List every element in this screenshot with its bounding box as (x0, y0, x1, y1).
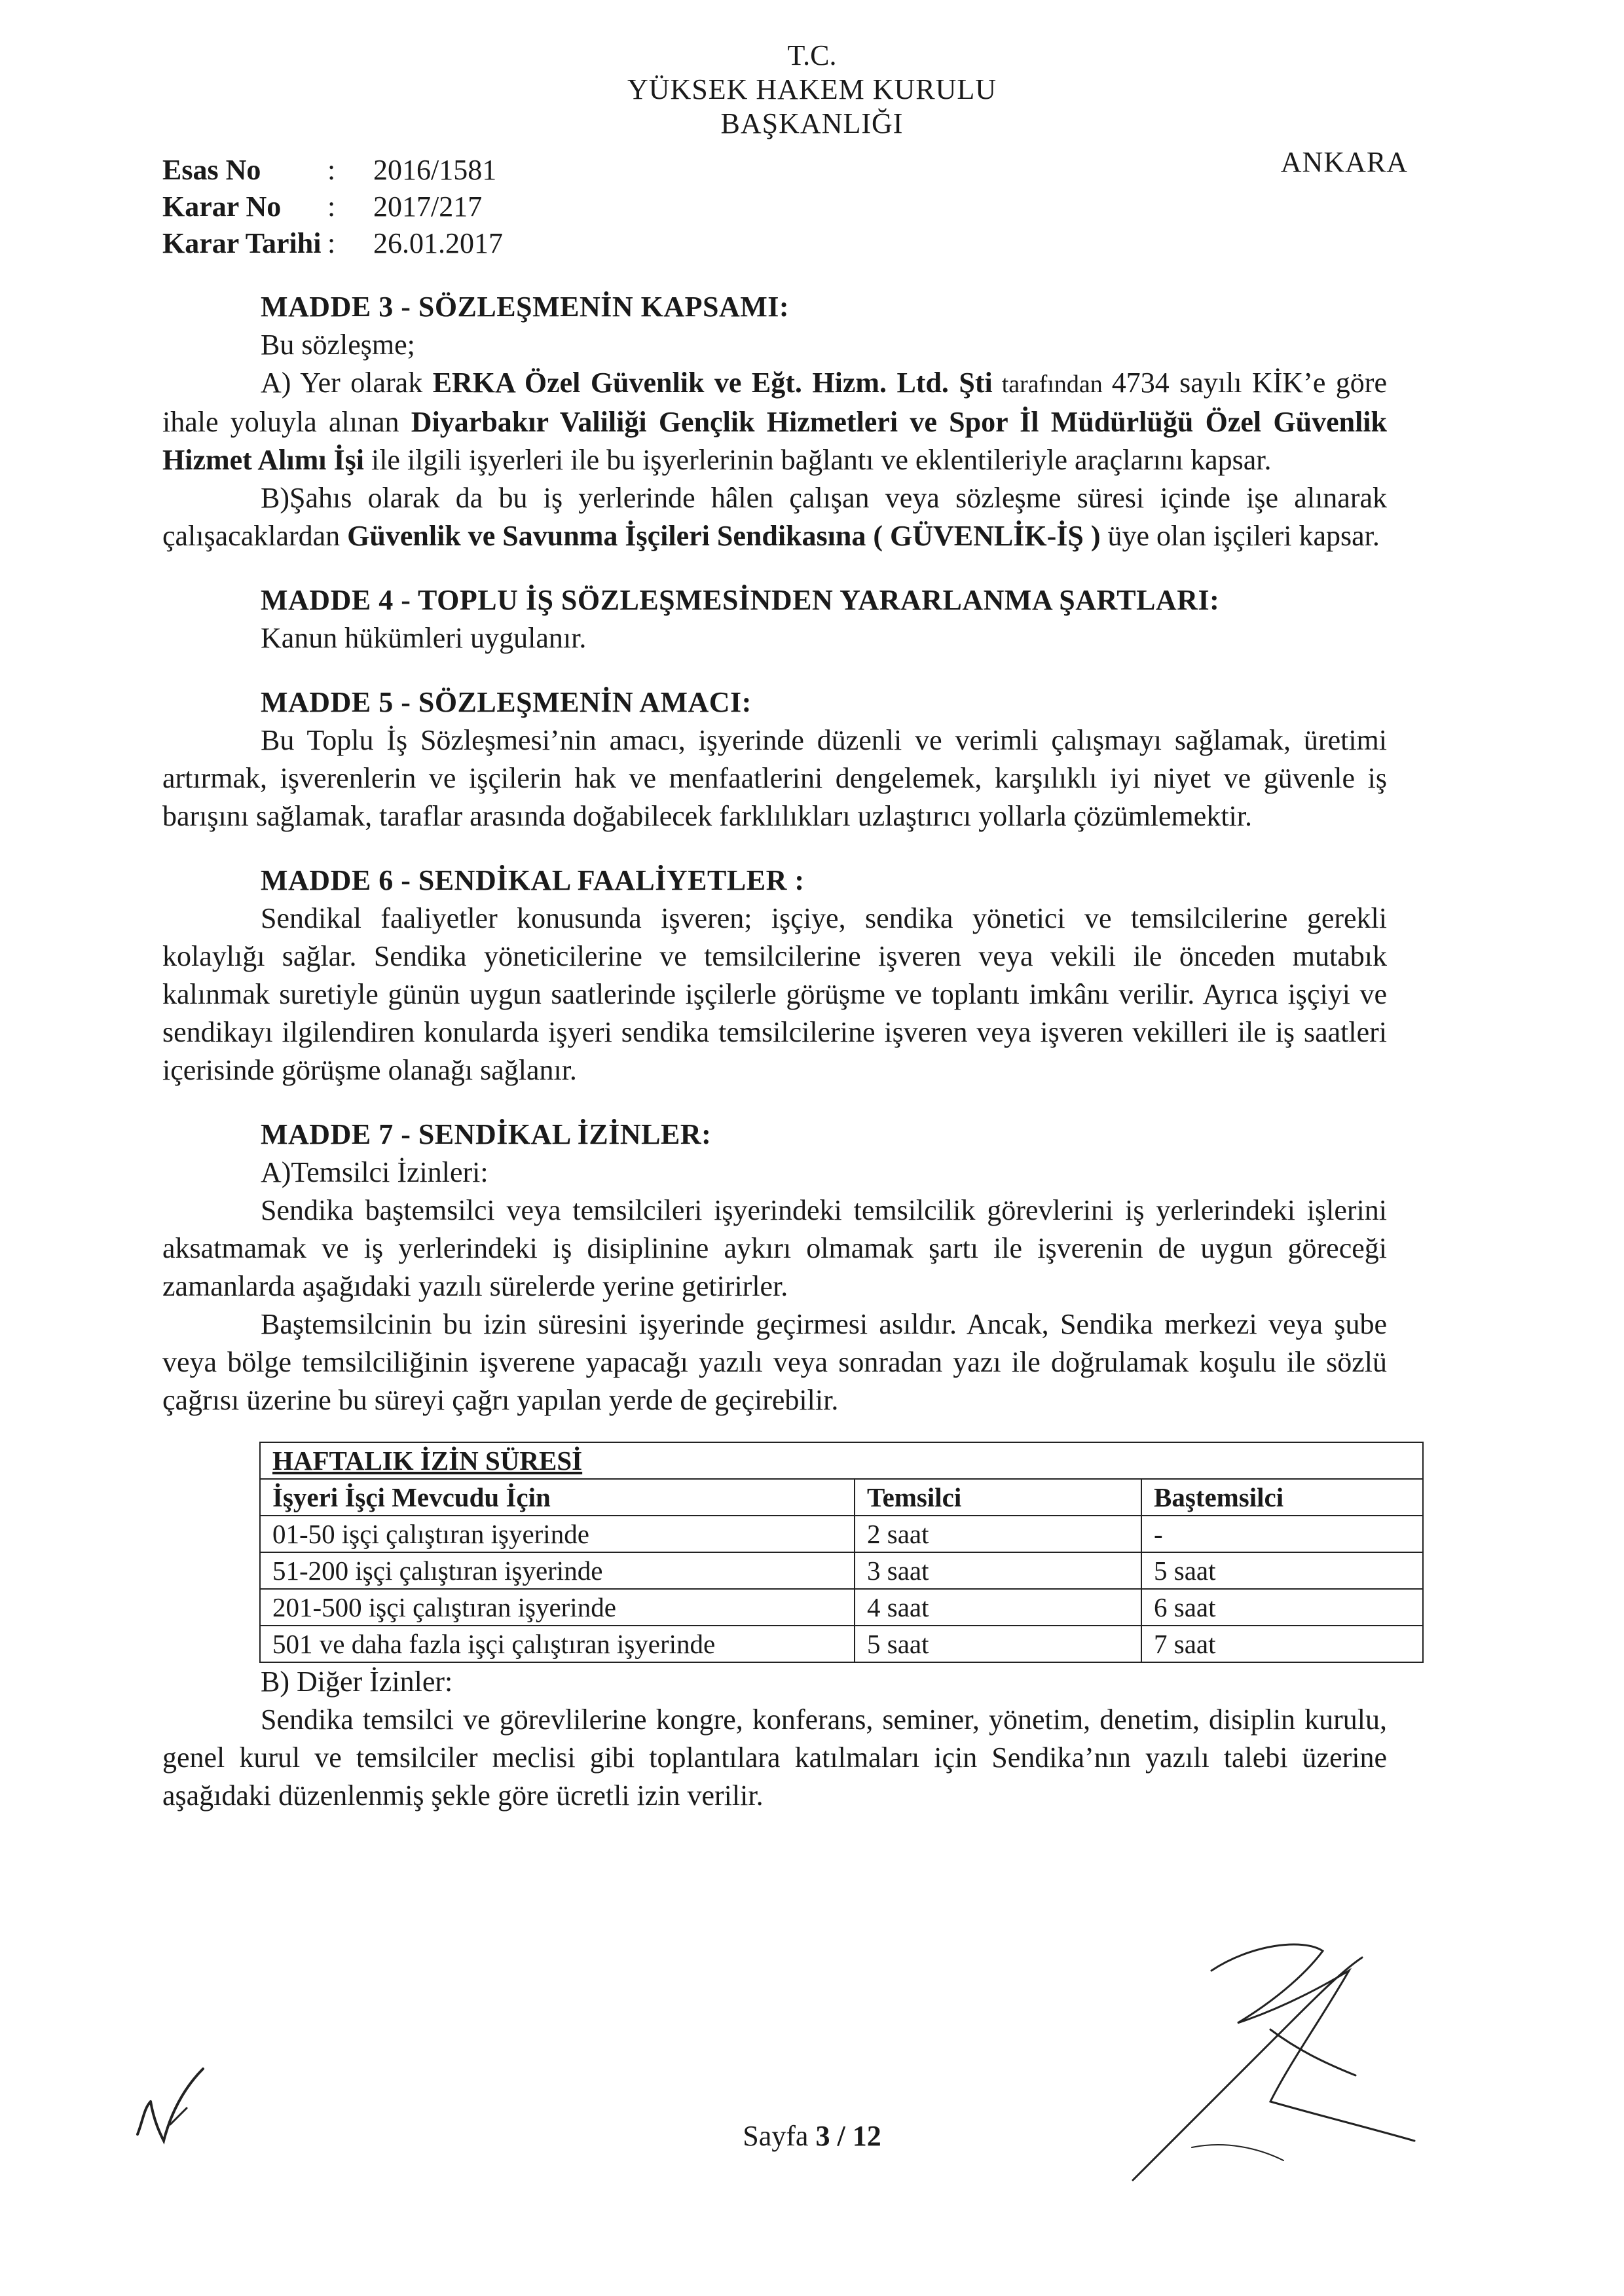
official-signature-drawing (1107, 1931, 1473, 2206)
table-cell: 501 ve daha fazla işçi çalıştıran işyerinde (260, 1626, 855, 1662)
madde3-intro: Bu sözleşme; (261, 329, 415, 361)
table-title-row (260, 1442, 1423, 1479)
madde3-a-text4: ile ilgili işyerleri ile bu işyerlerinin bağlantı ve eklentileriyle araçlarını kapsar. (363, 444, 1272, 476)
table-cell: 7 saat (1141, 1626, 1423, 1662)
table-row (260, 1626, 1423, 1662)
table-cell: 3 saat (855, 1552, 1141, 1589)
meta-row-tarih (162, 225, 503, 262)
madde7-heading: MADDE 7 - SENDİKAL İZİNLER: (261, 1118, 712, 1150)
madde7-b-title: B) Diğer İzinler: (261, 1666, 453, 1698)
madde4-text: Kanun hükümleri uygulanır. (261, 622, 587, 654)
madde3-a-text1: A) Yer olarak (261, 367, 433, 399)
table-cell: 51-200 işçi çalıştıran işyerinde (260, 1552, 855, 1589)
madde5-text: Bu Toplu İş Sözleşmesi’nin amacı, işyerinde düzenli ve verimli çalışmayı sağlamak, üretimi artırmak, işverenlerin ve işçilerin hak ve menfaatlerini dengelemek, karşılıklı iyi niyet ve güvenle iş barışını sağlamak, taraflar arasında doğabilecek farklılıkları uzlaştırıcı yollarla çözümlemektir. (162, 724, 1387, 832)
table-cell: 01-50 işçi çalıştıran işyerinde (260, 1516, 855, 1552)
meta-key: Karar No (162, 191, 282, 223)
page-number: 3 / 12 (815, 2120, 881, 2152)
table-cell: 201-500 işçi çalıştıran işyerinde (260, 1589, 855, 1626)
madde3-heading: MADDE 3 - SÖZLEŞMENİN KAPSAMI: (261, 291, 790, 323)
table-cell: 4 saat (855, 1589, 1141, 1626)
madde6-heading: MADDE 6 - SENDİKAL FAALİYETLER : (261, 864, 805, 896)
meta-key: Karar Tarihi (162, 227, 322, 259)
table-cell: 2 saat (855, 1516, 1141, 1552)
table-row (260, 1516, 1423, 1552)
table-cell: 5 saat (855, 1626, 1141, 1662)
madde3-a-text2: tarafından (992, 371, 1112, 398)
madde3-a-text3: 4734 sayılı KİK’e göre ihale yoluyla alınan (162, 367, 1387, 438)
header-tc: T.C. (787, 39, 837, 71)
header-institution: YÜKSEK HAKEM KURULU (627, 73, 997, 105)
madde3-paragraph-b (162, 479, 1387, 555)
header-city: ANKARA (1280, 146, 1408, 178)
madde3-paragraph-a (162, 364, 1387, 479)
madde3-b-text2: üye olan işçileri kapsar. (1100, 520, 1380, 552)
meta-value: 2016/1581 (373, 154, 497, 186)
table-header-cell: Baştemsilci (1141, 1479, 1423, 1516)
madde3-b-text1: B)Şahıs olarak da bu iş yerlerinde hâlen çalışan veya sözleşme süresi içinde işe alınarak çalışacaklardan (162, 482, 1387, 552)
table-title: HAFTALIK İZİN SÜRESİ (260, 1442, 1423, 1479)
page-footer-prefix: Sayfa (743, 2120, 816, 2152)
weekly-leave-table (259, 1442, 1424, 1663)
madde4-heading: MADDE 4 - TOPLU İŞ SÖZLEŞMESİNDEN YARARLANMA ŞARTLARI: (261, 584, 1220, 616)
meta-row-karar (162, 189, 503, 225)
header-presidency: BAŞKANLIĞI (720, 107, 904, 139)
madde3-agency: Diyarbakır Valiliği Gençlik Hizmetleri ve Spor İl Müdürlüğü Özel Güvenlik Hizmet Alımı İşi (162, 406, 1387, 476)
official-signature (1107, 1931, 1473, 2206)
table-header-cell: Temsilci (855, 1479, 1141, 1516)
madde5-heading: MADDE 5 - SÖZLEŞMENİN AMACI: (261, 686, 752, 718)
table-row (260, 1589, 1423, 1626)
meta-key: Esas No (162, 154, 261, 186)
table-cell: 5 saat (1141, 1552, 1423, 1589)
meta-colon: : (327, 154, 336, 186)
meta-colon: : (327, 191, 336, 223)
table-header-cell: İşyeri İşçi Mevcudu İçin (260, 1479, 855, 1516)
madde7-a-paragraph1: Sendika baştemsilci veya temsilcileri işyerindeki temsilcilik görevlerini iş yerlerindeki işlerini aksatmamak ve iş yerlerindeki iş disiplinine aykırı olmamak şartı ile işverenin de uygun göreceği zamanlarda aşağıdaki yazılı sürelerde yerine getirirler. (162, 1194, 1387, 1302)
meta-row-esas (162, 152, 503, 189)
madde3-union: Güvenlik ve Savunma İşçileri Sendikasına ( GÜVENLİK-İŞ ) (347, 520, 1101, 552)
madde7-a-paragraph2: Baştemsilcinin bu izin süresini işyerinde geçirmesi asıldır. Ancak, Sendika merkezi veya şube veya bölge temsilciliğinin işverene yapacağı yazılı veya sonradan yazı ile doğrulamak koşulu ile sözlü çağrısı üzerine bu süreyi çağrı yapılan yerde de geçirebilir. (162, 1308, 1387, 1416)
madde6-text: Sendikal faaliyetler konusunda işveren; işçiye, sendika yönetici ve temsilcilerine gerekli kolaylığı sağlar. Sendika yöneticilerine ve temsilcilerine işveren veya vekili ile önceden mutabık kalınmak suretiyle günün uygun saatlerinde işçilerle görüşme ve toplantı imkânı verilir. Ayrıca işçiyi ve sendikayı ilgilendiren konularda işyeri sendika temsilcilerine işveren veya işveren vekilleri ile iş saatleri içerisinde görüşme olanağı sağlanır. (162, 902, 1387, 1086)
madde7-a-title: A)Temsilci İzinleri: (261, 1156, 489, 1188)
table-header-row (260, 1479, 1423, 1516)
table-row (260, 1552, 1423, 1589)
madde7-b-paragraph: Sendika temsilci ve görevlilerine kongre, konferans, seminer, yönetim, denetim, disiplin kurulu, genel kurul ve temsilciler meclisi gibi toplantılara katılmaları için Sendika’nın yazılı talebi üzerine aşağıdaki düzenlenmiş şekle göre ücretli izin verilir. (162, 1704, 1387, 1812)
madde3-company: ERKA Özel Güvenlik ve Eğt. Hizm. Ltd. Şti (432, 367, 993, 399)
case-meta (162, 152, 503, 262)
table-cell: - (1141, 1516, 1423, 1552)
meta-value: 26.01.2017 (373, 227, 503, 259)
page-footer (0, 2119, 1624, 2153)
meta-colon: : (327, 227, 336, 259)
table-cell: 6 saat (1141, 1589, 1423, 1626)
document-body (162, 288, 1387, 1815)
meta-value: 2017/217 (373, 191, 483, 223)
